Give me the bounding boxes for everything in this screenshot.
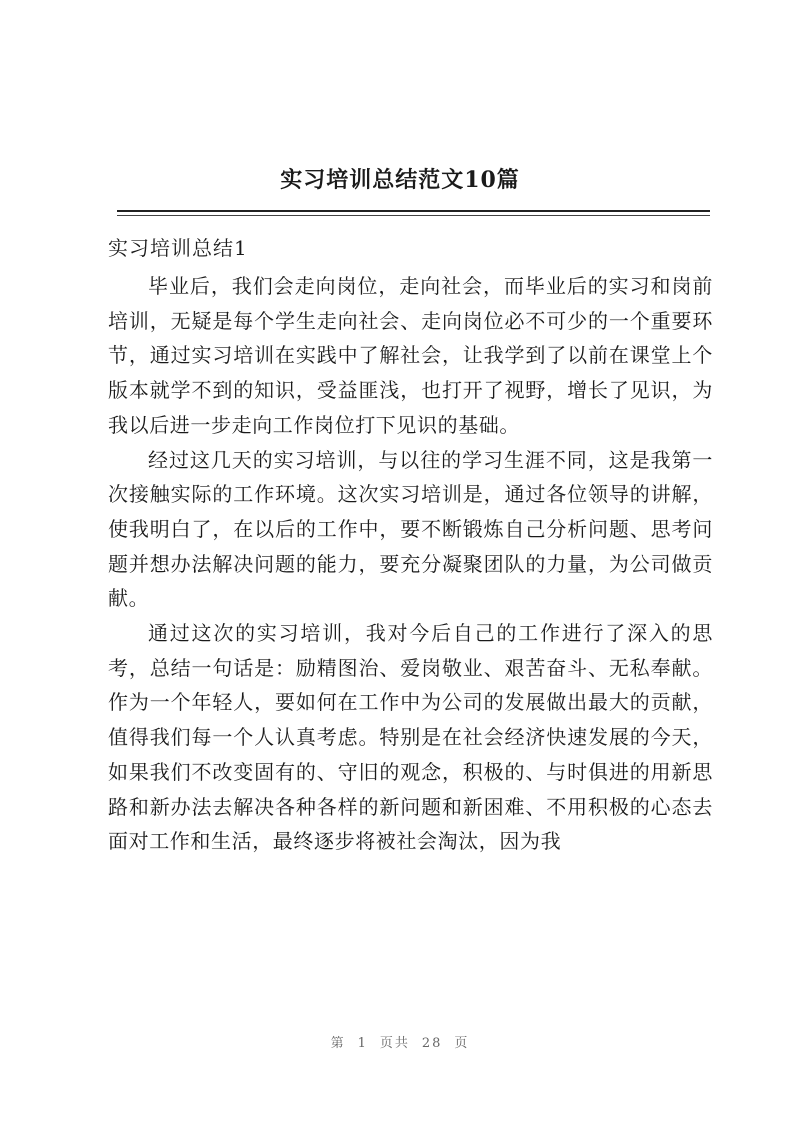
title-rule-thin: [117, 215, 710, 216]
footer-current-page: 1: [357, 1036, 368, 1051]
paragraph: 通过这次的实习培训，我对今后自己的工作进行了深入的思考，总结一句话是：励精图治、爱岗敬业、艰苦奋斗、无私奉献。作为一个年轻人，要如何在工作中为公司的发展做出最大的贡献，值得我们每一个人认真考虑。特别是在社会经济快速发展的今天，如果我们不改变固有的、守旧的观念，积极的、与时俱进的用新思路和新办法去解决各种各样的新问题和新困难、不用积极的心态去面对工作和生活，最终逐步将被社会淘汰，因为我: [108, 621, 713, 854]
footer-middle: 页共: [379, 1036, 410, 1051]
paragraph: 经过这几天的实习培训，与以往的学习生涯不同，这是我第一次接触实际的工作环境。这次实习培训是，通过各位领导的讲解，使我明白了，在以后的工作中，要不断锻炼自己分析问题、思考问题并想办法解决问题的能力，要充分凝聚团队的力量，为公司做贡献。: [108, 447, 713, 611]
page-footer: [0, 1032, 800, 1051]
document-title: 实习培训总结范文10篇: [280, 167, 520, 193]
document-body: [108, 269, 713, 859]
paragraph: 毕业后，我们会走向岗位，走向社会，而毕业后的实习和岗前培训，无疑是每个学生走向社会、走向岗位必不可少的一个重要环节，通过实习培训在实践中了解社会，让我学到了以前在课堂上个版本就学不到的知识，受益匪浅，也打开了视野，增长了见识，为我以后进一步走向工作岗位打下见识的基础。: [108, 274, 713, 437]
footer-prefix: 第: [330, 1036, 346, 1051]
section-heading: 实习培训总结1: [108, 236, 248, 260]
footer-total-pages: 28: [421, 1036, 443, 1051]
title-rule-thick: [117, 210, 710, 212]
footer-suffix: 页: [454, 1036, 470, 1051]
